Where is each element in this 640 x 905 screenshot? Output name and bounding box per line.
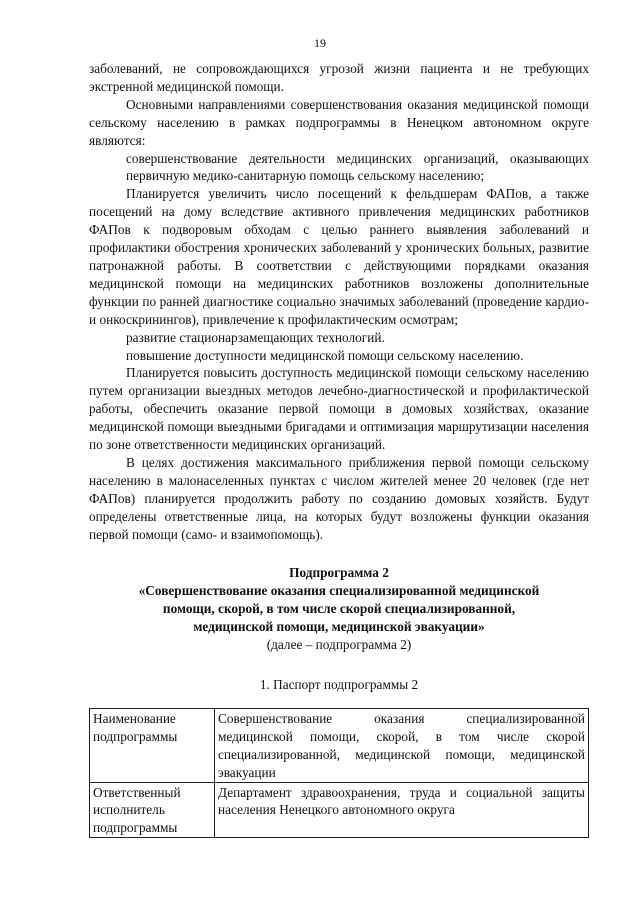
passport-title: 1. Паспорт подпрограммы 2 — [259, 677, 419, 692]
subprogram-number: Подпрограмма 2 — [289, 565, 389, 581]
table-cell-label: Наименование подпрограммы — [90, 708, 215, 782]
list-item: совершенствование деятельности медицинских организаций, оказывающих первичную медико-санитарную помощь сельскому населению; — [126, 150, 589, 184]
subprogram-subtitle: (далее – подпрограмма 2) — [266, 637, 412, 653]
table-row — [90, 708, 589, 782]
page-number: 19 — [314, 36, 326, 50]
paragraph: заболеваний, не сопровождающихся угрозой жизни пациента и не требующих экстренной медицинской помощи. — [89, 61, 589, 94]
paragraph: Планируется повысить доступность медицинской помощи сельскому населению путем организации выездных методов лечебно-диагностической и профилактической работы, обеспечить оказание первой помощи в домовых хозяйствах, оказание медицинской помощи выездными бригадами и оптимизация маршрутизации населения по зоне ответственности медицинских организаций. — [89, 365, 589, 453]
paragraph: В целях достижения максимального приближения первой помощи сельскому населению в малонаселенных пунктах с числом жителей менее 20 человек (где нет ФАПов) планируется продолжить работу по созданию домовых хозяйств. Будут определены ответственные лица, на которых будут возложены функции оказания первой помощи (само- и взаимопомощь). — [89, 454, 589, 542]
table-cell-value: Совершенствование оказания специализированной медицинской помощи, скорой, в том числе скорой специализированной, медицинской помощи, медицинской эвакуации — [215, 708, 589, 782]
list-item: развитие стационарзамещающих технологий. — [126, 329, 385, 345]
document-body — [89, 60, 589, 838]
passport-table — [89, 708, 589, 838]
table-row — [90, 782, 589, 838]
subprogram-title-line: медицинской помощи, медицинской эвакуации» — [193, 619, 485, 635]
paragraph: Основными направлениями совершенствования оказания медицинской помощи сельскому населению в рамках подпрограммы в Ненецком автономном округе являются: — [89, 96, 589, 148]
table-cell-value: Департамент здравоохранения, труда и социальной защиты населения Ненецкого автономного округа — [215, 782, 589, 838]
subprogram-heading — [89, 564, 589, 636]
table-cell-label: Ответственный исполнитель подпрограммы — [90, 782, 215, 838]
list-item: повышение доступности медицинской помощи сельскому населению. — [126, 347, 524, 363]
subprogram-title-line: «Совершенствование оказания специализированной медицинской — [138, 583, 540, 599]
subprogram-title-line: помощи, скорой, в том числе скорой специализированной, — [162, 601, 516, 617]
paragraph: Планируется увеличить число посещений к фельдшерам ФАПов, а также посещений на дому вследствие активного привлечения медицинских работников ФАПов к подворовым обходам с целью раннего выявления заболеваний и профилактики обострения хронических заболеваний у хронических больных, развитие патронажной работы. В соответствии с действующими порядками оказания медицинской помощи на медицинских работников возложены дополнительные функции по ранней диагностике социально значимых заболеваний (проведение кардио- и онкоскринингов), привлечение к профилактическим осмотрам; — [89, 186, 589, 327]
